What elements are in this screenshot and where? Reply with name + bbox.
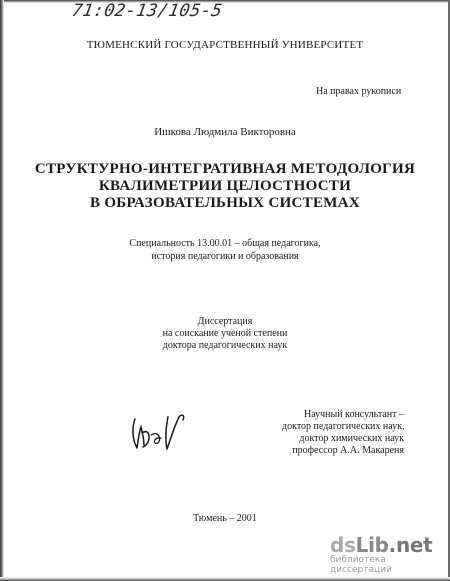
advisor-line: Научный консультант – — [304, 409, 404, 420]
degree-statement — [0, 316, 450, 352]
scan-edge-top — [0, 0, 450, 3]
degree-line: Диссертация — [197, 316, 253, 327]
handwritten-signature — [128, 405, 194, 462]
watermark-logo: dsLib.net — [330, 533, 433, 557]
dslib-watermark — [330, 534, 450, 575]
specialty — [0, 237, 450, 263]
title-line: КВАЛИМЕТРИИ ЦЕЛОСТНОСТИ — [98, 178, 352, 194]
dissertation-title — [0, 161, 450, 212]
advisor-line: доктор химических наук — [299, 433, 404, 444]
scan-edge-bottom — [0, 577, 450, 581]
author-name: Ишкова Людмила Викторовна — [154, 126, 296, 138]
scan-edge-left — [0, 0, 4, 581]
city-year: Тюмень – 2001 — [193, 513, 257, 524]
watermark-subtitle: библиотека диссертаций — [330, 555, 392, 575]
title-line: В ОБРАЗОВАТЕЛЬНЫХ СИСТЕМАХ — [89, 195, 361, 211]
university-name: ТЮМЕНСКИЙ ГОСУДАРСТВЕННЫЙ УНИВЕРСИТЕТ — [86, 39, 364, 51]
advisor-line: профессор А.А. Макареня — [292, 445, 404, 456]
title-line: СТРУКТУРНО-ИНТЕГРАТИВНАЯ МЕТОДОЛОГИЯ — [34, 161, 416, 177]
degree-line: доктора педагогических наук — [162, 340, 288, 351]
advisor-line: доктор педагогических наук, — [282, 421, 405, 432]
rights-note: На правах рукописи — [316, 86, 402, 97]
specialty-line: история педагогики и образования — [151, 251, 299, 262]
scientific-advisor — [282, 409, 404, 457]
handwritten-catalog-number: 71:02-13/105-5 — [70, 1, 225, 21]
degree-line: на соискание ученой степени — [162, 328, 288, 339]
specialty-line: Специальность 13.00.01 – общая педагогика, — [129, 238, 321, 249]
